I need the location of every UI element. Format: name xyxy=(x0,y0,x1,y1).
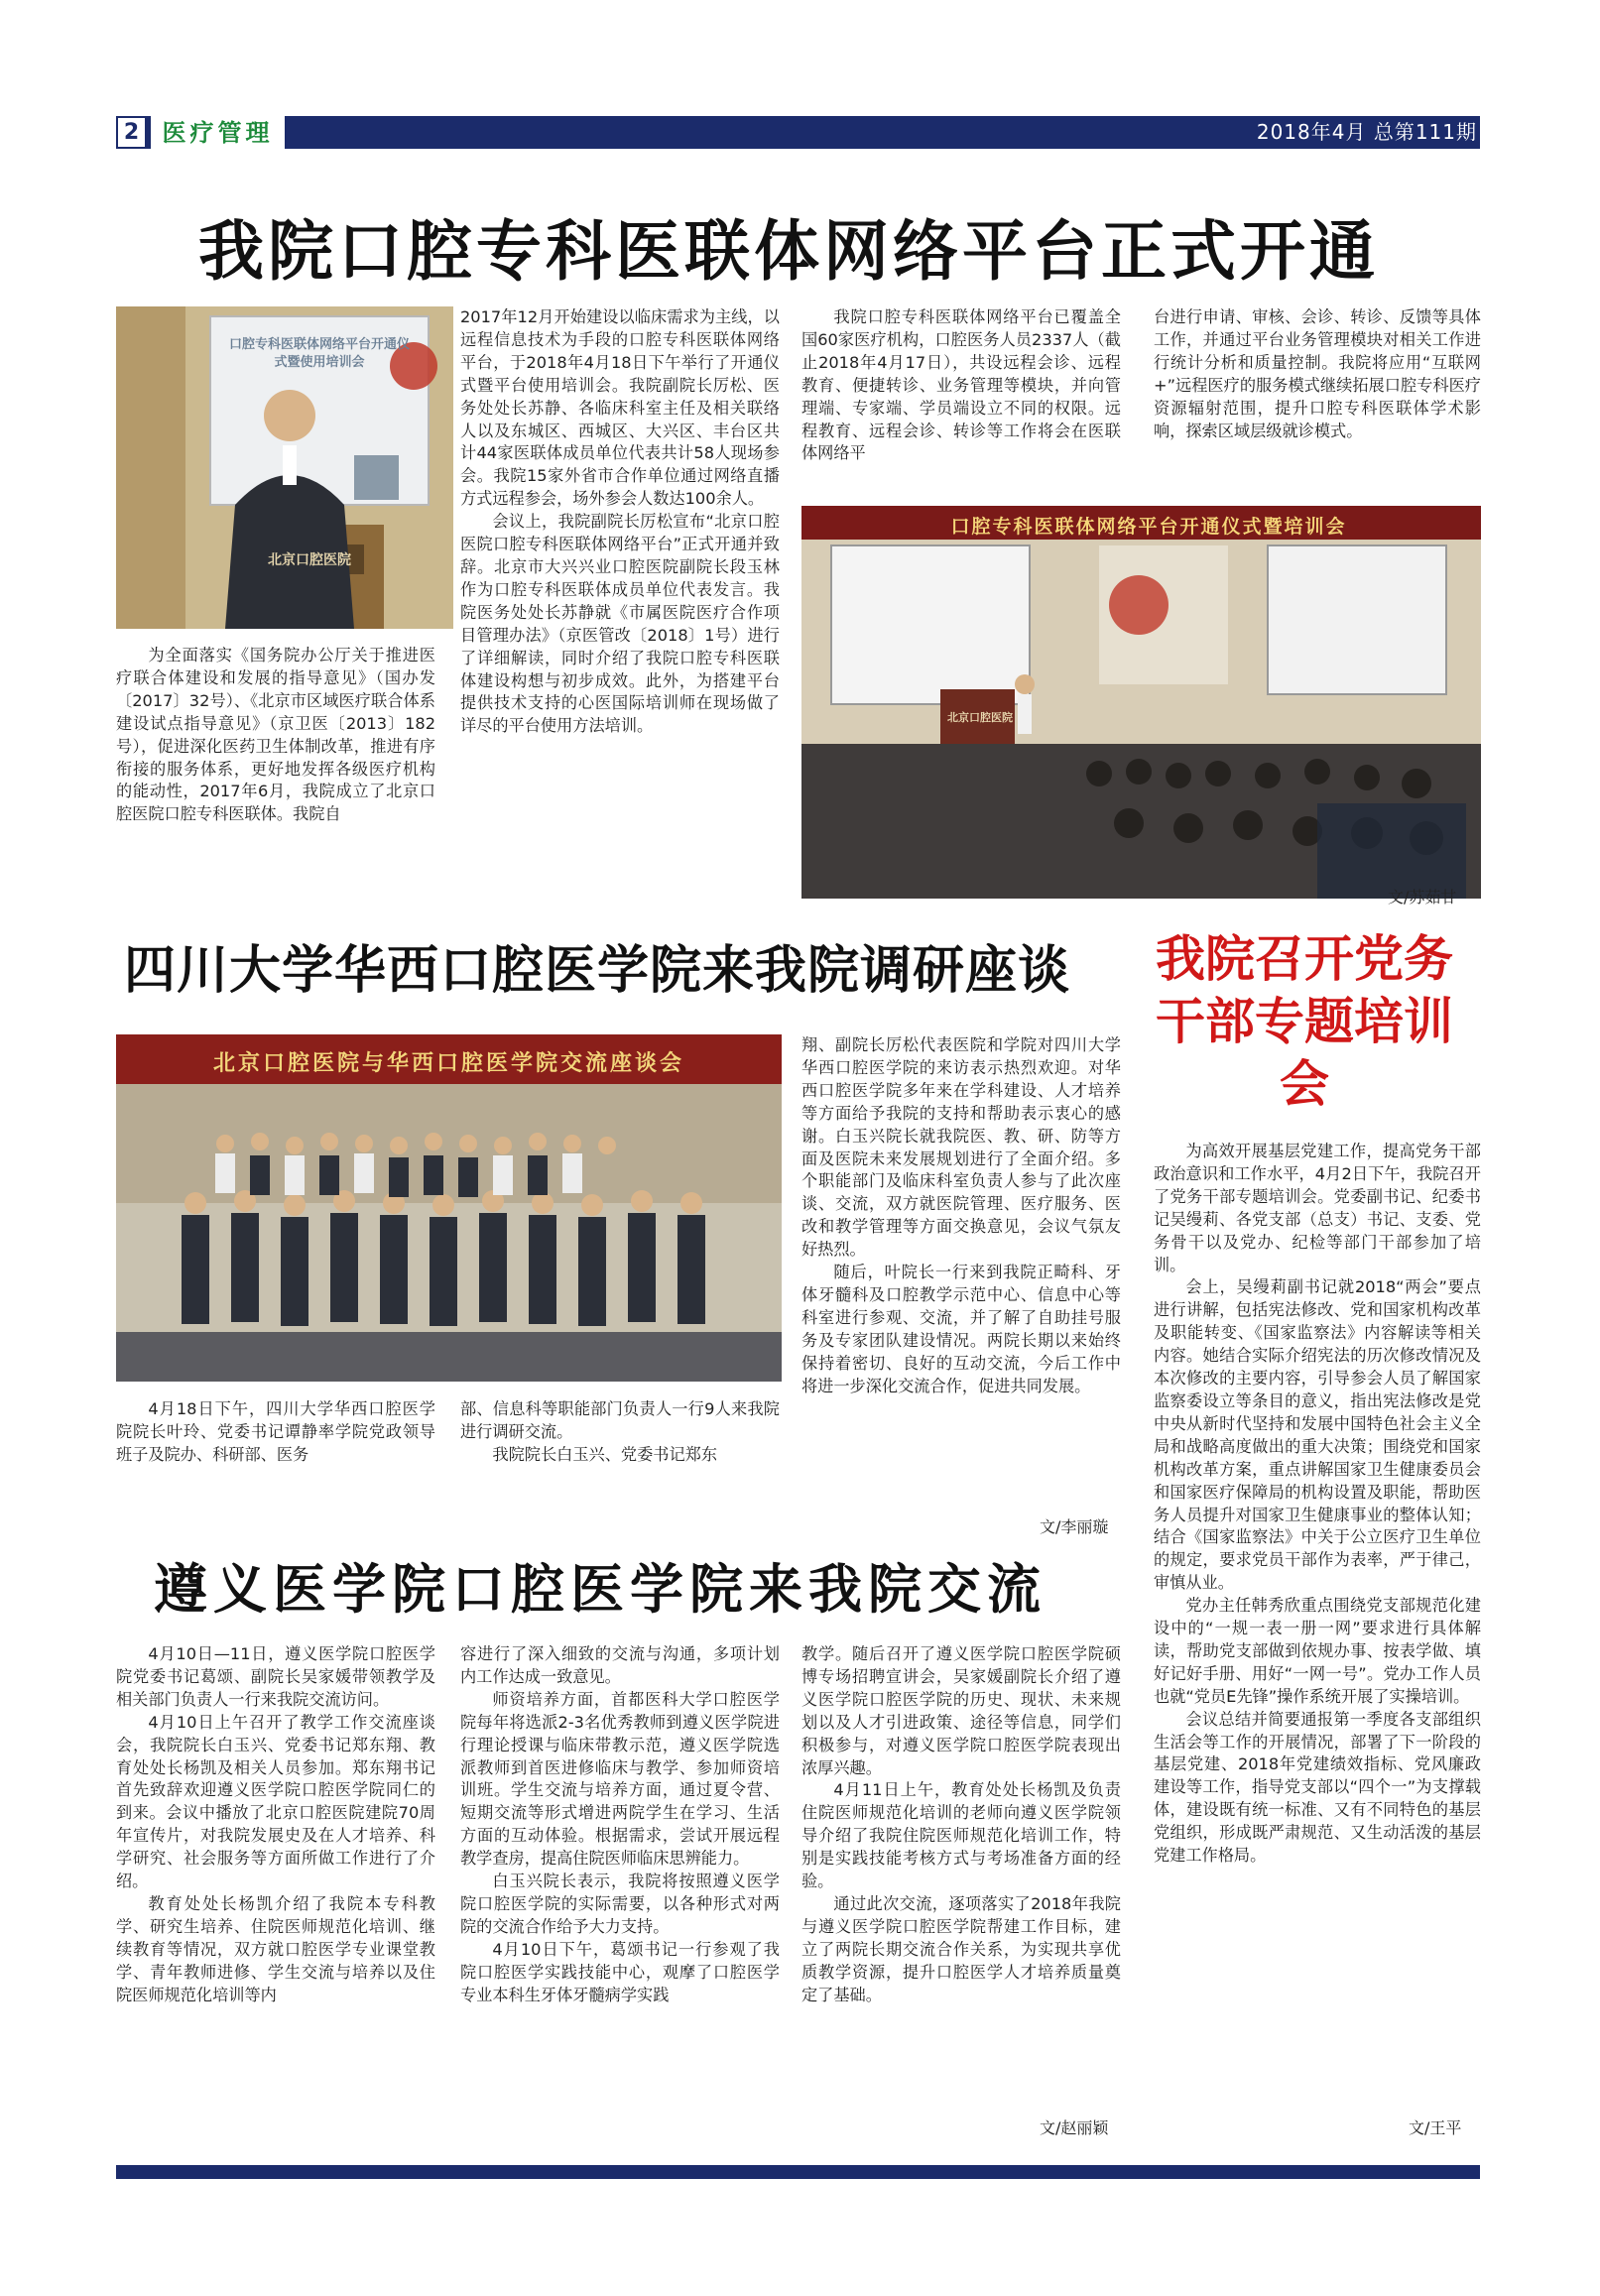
issue-info: 2018年4月 总第111期 xyxy=(1256,120,1477,144)
paragraph: 为高效开展基层党建工作，提高党务干部政治意识和工作水平，4月2日下午，我院召开了党务干部专题培训会。党委副书记、纪委书记吴缦莉、各党支部（总支）书记、支委、党务骨干以及党办、纪检等部门干部参加了培训。 xyxy=(1154,1142,1481,1274)
article2-column-3 xyxy=(801,1034,1121,1511)
paragraph: 教育处处长杨凯介绍了我院本专科教学、研究生培养、住院医师规范化培训、继续教育等情况，双方就口腔医学专业课堂教学、青年教师进修、学生交流与培养以及住院医师规范化培训等内 xyxy=(116,1893,435,2004)
section-title: 医疗管理 xyxy=(151,116,285,149)
paragraph: 我院院长白玉兴、党委书记郑东 xyxy=(492,1444,718,1464)
paragraph: 翔、副院长厉松代表医院和学院对四川大学华西口腔医学院的来访表示热烈欢迎。对华西口腔医学院多年来在学科建设、人才培养等方面给予我院的支持和帮助表示衷心的感谢。白玉兴院长就我院医、教、研、防等方面及医院未来发展规划进行了全面介绍。多个职能部门及临床科室负责人参与了此次座谈、交流，双方就医院管理、医疗服务、医改和教学管理等方面交换意见，会议气氛友好热烈。 xyxy=(801,1035,1121,1260)
article1-photo2-banner: 口腔专科医联体网络平台开通仪式暨培训会 xyxy=(950,516,1347,538)
paragraph: 我院口腔专科医联体网络平台已覆盖全国60家医疗机构，口腔医务人员2337人（截止2018年4月17日），共设远程会诊、远程教育、便捷转诊、业务管理等模块，并向管理端、专家端、学员端设立不同的权限。远程教育、远程会诊、转诊等工作将会在医联体网络平 xyxy=(801,307,1121,463)
article2-column-2 xyxy=(460,1398,780,1532)
paragraph: 为全面落实《国务院办公厅关于推进医疗联合体建设和发展的指导意见》（国办发〔2017〕32号）、《北京市区域医疗联合体系建设试点指导意见》（京卫医〔2013〕182号），促进深化医药卫生体制改革，推进有序衔接的服务体系，更好地发挥各级医疗机构的能动性，2017年6月，我院成立了北京口腔医院口腔专科医联体。我院自 xyxy=(116,646,435,824)
article2-photo-banner: 北京口腔医院与华西口腔医学院交流座谈会 xyxy=(212,1051,684,1076)
group-photo-graphic xyxy=(116,1034,782,1382)
paragraph: 容进行了深入细致的交流与沟通，多项计划内工作达成一致意见。 xyxy=(460,1644,780,1686)
paragraph: 随后，叶院长一行来到我院正畸科、牙体牙髓科及口腔教学示范中心、信息中心等科室进行参观、交流，并了解了自助挂号服务及专家团队建设情况。两院长期以来始终保持着密切、良好的互动交流，今后工作中将进一步深化交流合作，促进共同发展。 xyxy=(801,1263,1121,1395)
paragraph: 4月18日下午，四川大学华西口腔医学院院长叶玲、党委书记谭静率学院党政领导班子及院办、科研部、医务 xyxy=(116,1399,435,1464)
paragraph: 4月10日上午召开了教学工作交流座谈会，我院院长白玉兴、党委书记郑东翔、教育处处长杨凯及相关人员参加。郑东翔书记首先致辞欢迎遵义医学院口腔医学院同仁的到来。会议中播放了北京口腔医院建院70周年宣传片，对我院发展史及在人才培养、科学研究、社会服务等方面所做工作进行了介绍。 xyxy=(116,1712,435,1891)
paragraph: 4月11日上午，教育处处长杨凯及负责住院医师规范化培训的老师向遵义医学院领导介绍了我院住院医师规范化培训工作，特别是实践技能考核方式与考场准备方面的经验。 xyxy=(801,1780,1121,1891)
article3-title: 遵义医学院口腔医学院来我院交流 xyxy=(154,1557,1046,1621)
article1-photo1-lectern-text: 北京口腔医院 xyxy=(268,552,351,568)
article3-column-1 xyxy=(116,1643,435,2125)
article1-photo-meeting-hall xyxy=(801,506,1481,899)
paragraph: 白玉兴院长表示，我院将按照遵义医学院口腔医学院的实际需要，以各种形式对两院的交流合作给予大力支持。 xyxy=(460,1872,780,1936)
article4-column-1 xyxy=(1154,1141,1481,2117)
paragraph: 台进行申请、审核、会诊、转诊、反馈等具体工作，并通过平台业务管理模块对相关工作进行统计分析和质量控制。我院将应用“互联网+”远程医疗的服务模式继续拓展口腔专科医疗资源辐射范围，提升口腔专科医联体学术影响，探索区域层级就诊模式。 xyxy=(1154,307,1481,440)
article1-column-1 xyxy=(116,645,435,899)
article1-photo2-lectern-text: 北京口腔医院 xyxy=(947,711,1013,724)
paragraph: 会上，吴缦莉副书记就2018“两会”要点进行讲解，包括宪法修改、党和国家机构改革及职能转变、《国家监察法》内容解读等相关内容。她结合实际介绍宪法的历次修改情况及本次修改的主要内容，引导参会人员了解国家监察委设立等条目的意义，指出宪法修改是党中央从新时代坚持和发展中国特色社会主义全局和战略高度做出的重大决策；围绕党和国家机构改革方案，重点讲解国家卫生健康委员会和国家医疗保障局的机构设置及职能，帮助医务人员提升对国家卫生健康事业的整体认知；结合《国家监察法》中关于公立医疗卫生单位的规定，要求党员干部作为表率，严于律己，审慎从业。 xyxy=(1154,1277,1481,1593)
paragraph: 通过此次交流，逐项落实了2018年我院与遵义医学院口腔医学院帮建工作目标，建立了两院长期交流合作关系，为实现共享优质教学资源，提升口腔医学人才培养质量奠定了基础。 xyxy=(801,1893,1121,2004)
paragraph: 部、信息科等职能部门负责人一行9人来我院进行调研交流。 xyxy=(460,1399,780,1441)
article1-title: 我院口腔专科医联体网络平台正式开通 xyxy=(198,212,1379,290)
article1-photo1-screen-text: 口腔专科医联体网络平台开通仪式暨使用培训会 xyxy=(228,337,410,370)
paragraph: 教学。随后召开了遵义医学院口腔医学院硕博专场招聘宣讲会，吴家媛副院长介绍了遵义医学院口腔医学院的历史、现状、未来规划以及人才引进政策、途径等信息，同学们积极参与，对遵义医学院口腔医学院表现出浓厚兴趣。 xyxy=(801,1644,1121,1777)
paragraph: 4月10日—11日，遵义医学院口腔医学院党委书记葛颂、副院长吴家媛带领教学及相关部门负责人一行来我院交流访问。 xyxy=(116,1644,435,1709)
paragraph: 会议总结并简要通报第一季度各支部组织生活会等工作的开展情况，部署了下一阶段的基层党建、2018年党建绩效指标、党风廉政建设等工作，指导党支部以“四个一”为支撑载体，建设既有统一标准、又有不同特色的基层党组织，形成既严肃规范、又生动活泼的基层党建工作格局。 xyxy=(1154,1709,1481,1866)
article1-byline: 文/苏茹甘 xyxy=(1388,888,1457,906)
article3-column-2 xyxy=(460,1643,780,2125)
article1-column-4 xyxy=(1154,306,1481,490)
article4-title: 我院召开党务干部专题培训会 xyxy=(1156,929,1453,1113)
article2-byline: 文/李丽璇 xyxy=(1040,1517,1109,1536)
paragraph: 4月10日下午，葛颂书记一行参观了我院口腔医学实践技能中心，观摩了口腔医学专业本科生牙体牙髓病学实践 xyxy=(460,1939,780,2004)
article3-byline: 文/赵丽颖 xyxy=(1040,2118,1109,2137)
meeting-hall-photo-graphic xyxy=(801,506,1481,899)
article2-group-photo xyxy=(116,1034,782,1382)
article1-column-2 xyxy=(460,306,780,899)
paragraph: 2017年12月开始建设以临床需求为主线，以远程信息技术为手段的口腔专科医联体网络平台，于2018年4月18日下午举行了开通仪式暨平台使用培训会。我院副院长厉松、医务处处长苏静、各临床科室主任及相关联络人以及东城区、西城区、大兴区、丰台区共计44家医联体成员单位代表共计58人现场参会。我院15家外省市合作单位通过网络直播方式远程参会，场外参会人数达100余人。 xyxy=(460,307,780,509)
article3-column-3 xyxy=(801,1643,1121,2110)
article1-photo-speaker xyxy=(116,306,453,629)
article1-column-3 xyxy=(801,306,1121,490)
page-number: 2 xyxy=(116,116,147,149)
article4-byline: 文/王平 xyxy=(1409,2118,1462,2137)
article2-column-1 xyxy=(116,1398,435,1532)
paragraph: 师资培养方面，首都医科大学口腔医学院每年将选派2-3名优秀教师到遵义医学院进行理论授课与临床带教示范，遵义医学院选派教师到首医进修临床与教学、参加师资培训班。学生交流与培养方面，通过夏令营、短期交流等形式增进两院学生在学习、生活方面的互动体验。根据需求，尝试开展远程教学查房，提高住院医师临床思辨能力。 xyxy=(460,1689,780,1869)
paragraph: 党办主任韩秀欣重点围绕党支部规范化建设中的“一规一表一册一网”要求进行具体解读，帮助党支部做到依规办事、按表学做、填好记好手册、用好“一网一号”。党办工作人员也就“党员E先锋”操作系统开展了实操培训。 xyxy=(1154,1596,1481,1706)
paragraph: 会议上，我院副院长厉松宣布“北京口腔医院口腔专科医联体网络平台”正式开通并致辞。北京市大兴兴业口腔医院副院长段玉林作为口腔专科医联体成员单位代表发言。我院医务处处长苏静就《市属医院医疗合作项目管理办法》（京医管改〔2018〕1号）进行了详细解读，同时介绍了我院口腔专科医联体建设构想与初步成效。此外，为搭建平台提供技术支持的心医国际培训师在现场做了详尽的平台使用方法培训。 xyxy=(460,512,780,736)
article2-title: 四川大学华西口腔医学院来我院调研座谈 xyxy=(124,940,1071,1001)
footer-bar xyxy=(116,2165,1480,2179)
